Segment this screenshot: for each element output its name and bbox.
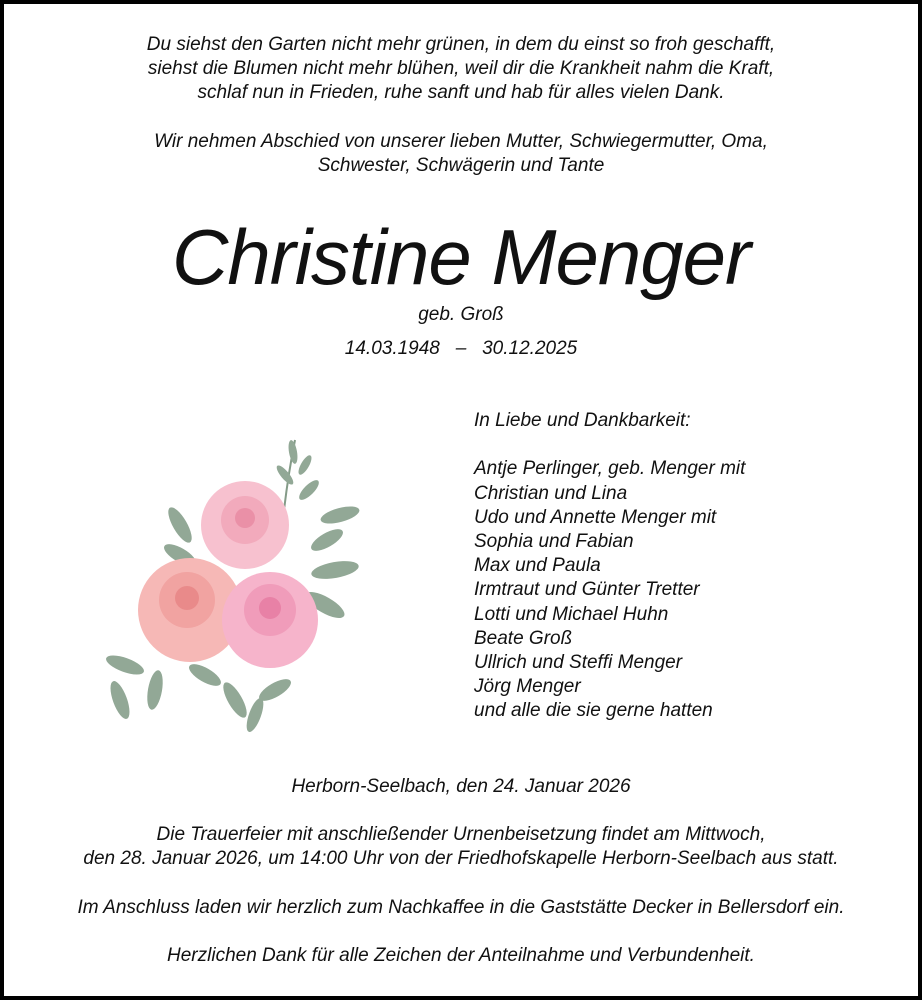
funeral-info: [0, 823, 922, 871]
mourner: Udo und Annette Menger mit: [474, 506, 717, 528]
intro-line: Schwester, Schwägerin und Tante: [317, 155, 605, 176]
mourner: Ullrich und Steffi Menger: [474, 652, 683, 674]
funeral-line: den 28. Januar 2026, um 14:00 Uhr von der Friedhofskapelle Herborn-Seelbach aus statt.: [83, 848, 839, 869]
poem-line: schlaf nun in Frieden, ruhe sanft und hab für alles vielen Dank.: [197, 82, 725, 103]
mourner: Irmtraut und Günter Tretter: [474, 579, 700, 601]
poem-line: siehst die Blumen nicht mehr blühen, weil dir die Krankheit nahm die Kraft,: [147, 58, 775, 79]
intro: [0, 130, 922, 178]
deceased-name: Christine Menger: [172, 213, 750, 301]
life-dates: 14.03.1948 – 30.12.2025: [344, 338, 578, 359]
intro-line: Wir nehmen Abschied von unserer lieben Mutter, Schwiegermutter, Oma,: [154, 131, 768, 152]
poem-line: Du siehst den Garten nicht mehr grünen, in dem du einst so froh geschafft,: [146, 34, 776, 55]
mourner: und alle die sie gerne hatten: [474, 700, 713, 722]
mourners-heading: In Liebe und Dankbarkeit:: [474, 410, 691, 431]
mourner: Antje Perlinger, geb. Menger mit: [474, 458, 746, 480]
mourners-list: [474, 409, 745, 724]
mourner: Lotti und Michael Huhn: [474, 603, 669, 625]
poem: [0, 33, 922, 105]
mourner: Christian und Lina: [474, 482, 628, 504]
maiden-name: geb. Groß: [418, 304, 504, 325]
mourner: Beate Groß: [474, 627, 573, 649]
thanks: Herzlichen Dank für alle Zeichen der Anteilnahme und Verbundenheit.: [167, 945, 755, 966]
rose-bouquet-image: [95, 430, 365, 735]
reception-info: Im Anschluss laden wir herzlich zum Nachkaffee in die Gaststätte Decker in Bellersdorf ein.: [77, 897, 845, 918]
mourner: Jörg Menger: [474, 676, 581, 698]
mourner: Sophia und Fabian: [474, 531, 634, 553]
roses: [138, 481, 318, 668]
place-date: Herborn-Seelbach, den 24. Januar 2026: [291, 776, 631, 797]
mourner: Max und Paula: [474, 555, 601, 577]
funeral-line: Die Trauerfeier mit anschließender Urnenbeisetzung findet am Mittwoch,: [156, 824, 766, 845]
